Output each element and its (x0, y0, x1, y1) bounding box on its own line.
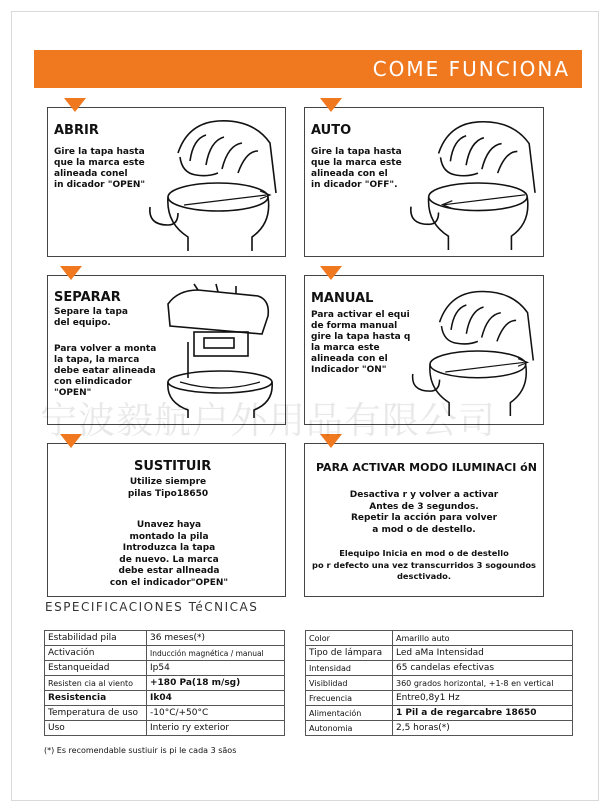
orange-marker-icon (64, 98, 86, 112)
spec-label: Tipo de lámpara (306, 646, 393, 661)
spec-label: Activación (45, 646, 147, 661)
panel-sustituir-title: SUSTITUIR (134, 459, 212, 474)
table-row (306, 646, 573, 661)
panel-auto (304, 107, 544, 257)
spec-label: Resistencia (45, 691, 147, 706)
spec-label: Uso (45, 721, 147, 736)
spec-label: Intensidad (306, 661, 393, 676)
page-title: COME FUNCIONA (372, 57, 570, 81)
orange-marker-icon (60, 266, 82, 280)
orange-marker-icon (320, 266, 342, 280)
table-row (45, 646, 285, 661)
table-row (306, 661, 573, 676)
spec-value: Led aMa Intensidad (393, 646, 573, 661)
spec-label: Autonomia (306, 721, 393, 736)
spec-label: Estanqueidad (45, 661, 147, 676)
spec-value: Interio ry exterior (147, 721, 285, 736)
lamp-hand-illustration (409, 113, 539, 251)
panel-sustituir-text2: Unavez haya montado la pila Introduzca la tapa de nuevo. La marca debe estar allneada con el indicador"OPEN" (109, 520, 229, 588)
table-row (306, 691, 573, 706)
panel-separar-text2: Para volver a monta la tapa, la marca debe eatar alineada con elindicador "OPEN" (54, 344, 157, 398)
company-watermark: 宁波毅航户外用品有限公司 (40, 399, 496, 442)
spec-label: Alimentación (306, 706, 393, 721)
table-row (45, 631, 285, 646)
table-row (306, 676, 573, 691)
panel-manual-title: MANUAL (311, 291, 374, 306)
spec-value: Entre0,8y1 Hz (393, 691, 573, 706)
lamp-hand-illustration (148, 113, 280, 251)
spec-value: -10°C/+50°C (147, 706, 285, 721)
panel-sustituir-text1: Utilize siempre pilas Tipo18650 (127, 477, 209, 499)
orange-marker-icon (320, 98, 342, 112)
table-row (45, 691, 285, 706)
panel-auto-title: AUTO (311, 123, 352, 138)
panel-separar-text1: Separe la tapa del equipo. (54, 307, 128, 328)
spec-value: 2,5 horas(*) (393, 721, 573, 736)
table-row (45, 676, 285, 691)
table-row (45, 721, 285, 736)
specs-table-left (44, 630, 285, 736)
panel-abrir-title: ABRIR (54, 123, 99, 138)
spec-value: Ip54 (147, 661, 285, 676)
title-bar (34, 50, 582, 88)
panel-activar-title: PARA ACTIVAR MODO ILUMINACI óN (316, 461, 537, 474)
panel-auto-text: Gire la tapa hasta que la marca este alineada con el in dicador "OFF". (311, 147, 402, 190)
spec-label: Color (306, 631, 393, 646)
table-row (306, 631, 573, 646)
panel-activar-text2: Elequipo Inicia en mod o de destello po r defecto una vez transcurridos 3 sogoundos desctivado. (312, 548, 536, 581)
panel-abrir-text: Gire la tapa hasta que la marca este alineada conel in dicador "OPEN" (54, 147, 146, 190)
spec-value: 65 candelas efectivas (393, 661, 573, 676)
panel-activar (304, 443, 544, 597)
footnote: (*) Es recomendable sustiuir is pi le cada 3 sãos (44, 746, 237, 755)
panel-separar-title: SEPARAR (54, 290, 121, 305)
table-row (306, 721, 573, 736)
spec-value: Inducción magnética / manual (147, 646, 285, 661)
panel-sustituir (47, 443, 286, 597)
specs-heading: ESPECIFICACIONES TéCNICAS (45, 600, 259, 614)
spec-label: Frecuencia (306, 691, 393, 706)
spec-value: 1 Pil a de regarcabre 18650 (393, 706, 573, 721)
panel-abrir (47, 107, 286, 257)
table-row (306, 706, 573, 721)
spec-value: +180 Pa(18 m/sg) (147, 676, 285, 691)
spec-value: 36 meses(*) (147, 631, 285, 646)
panel-manual-text: Para activar el equi de forma manual gire la tapa hasta q la marca este alineada con el Indicador "ON" (311, 310, 411, 375)
panel-activar-text1: Desactiva r y volver a activar Antes de 3 segundos. Repetir la acción para volver a mod o de destello. (349, 490, 499, 535)
table-row (45, 661, 285, 676)
spec-label: Temperatura de uso (45, 706, 147, 721)
table-row (45, 706, 285, 721)
spec-label: Visiblidad (306, 676, 393, 691)
spec-label: Resisten cia al viento (45, 676, 147, 691)
spec-value: Amarillo auto (393, 631, 573, 646)
spec-label: Estabilidad pila (45, 631, 147, 646)
spec-value: 360 grados horizontal, +1-8 en vertical (393, 676, 573, 691)
specs-table-right (305, 630, 573, 736)
spec-value: Ik04 (147, 691, 285, 706)
